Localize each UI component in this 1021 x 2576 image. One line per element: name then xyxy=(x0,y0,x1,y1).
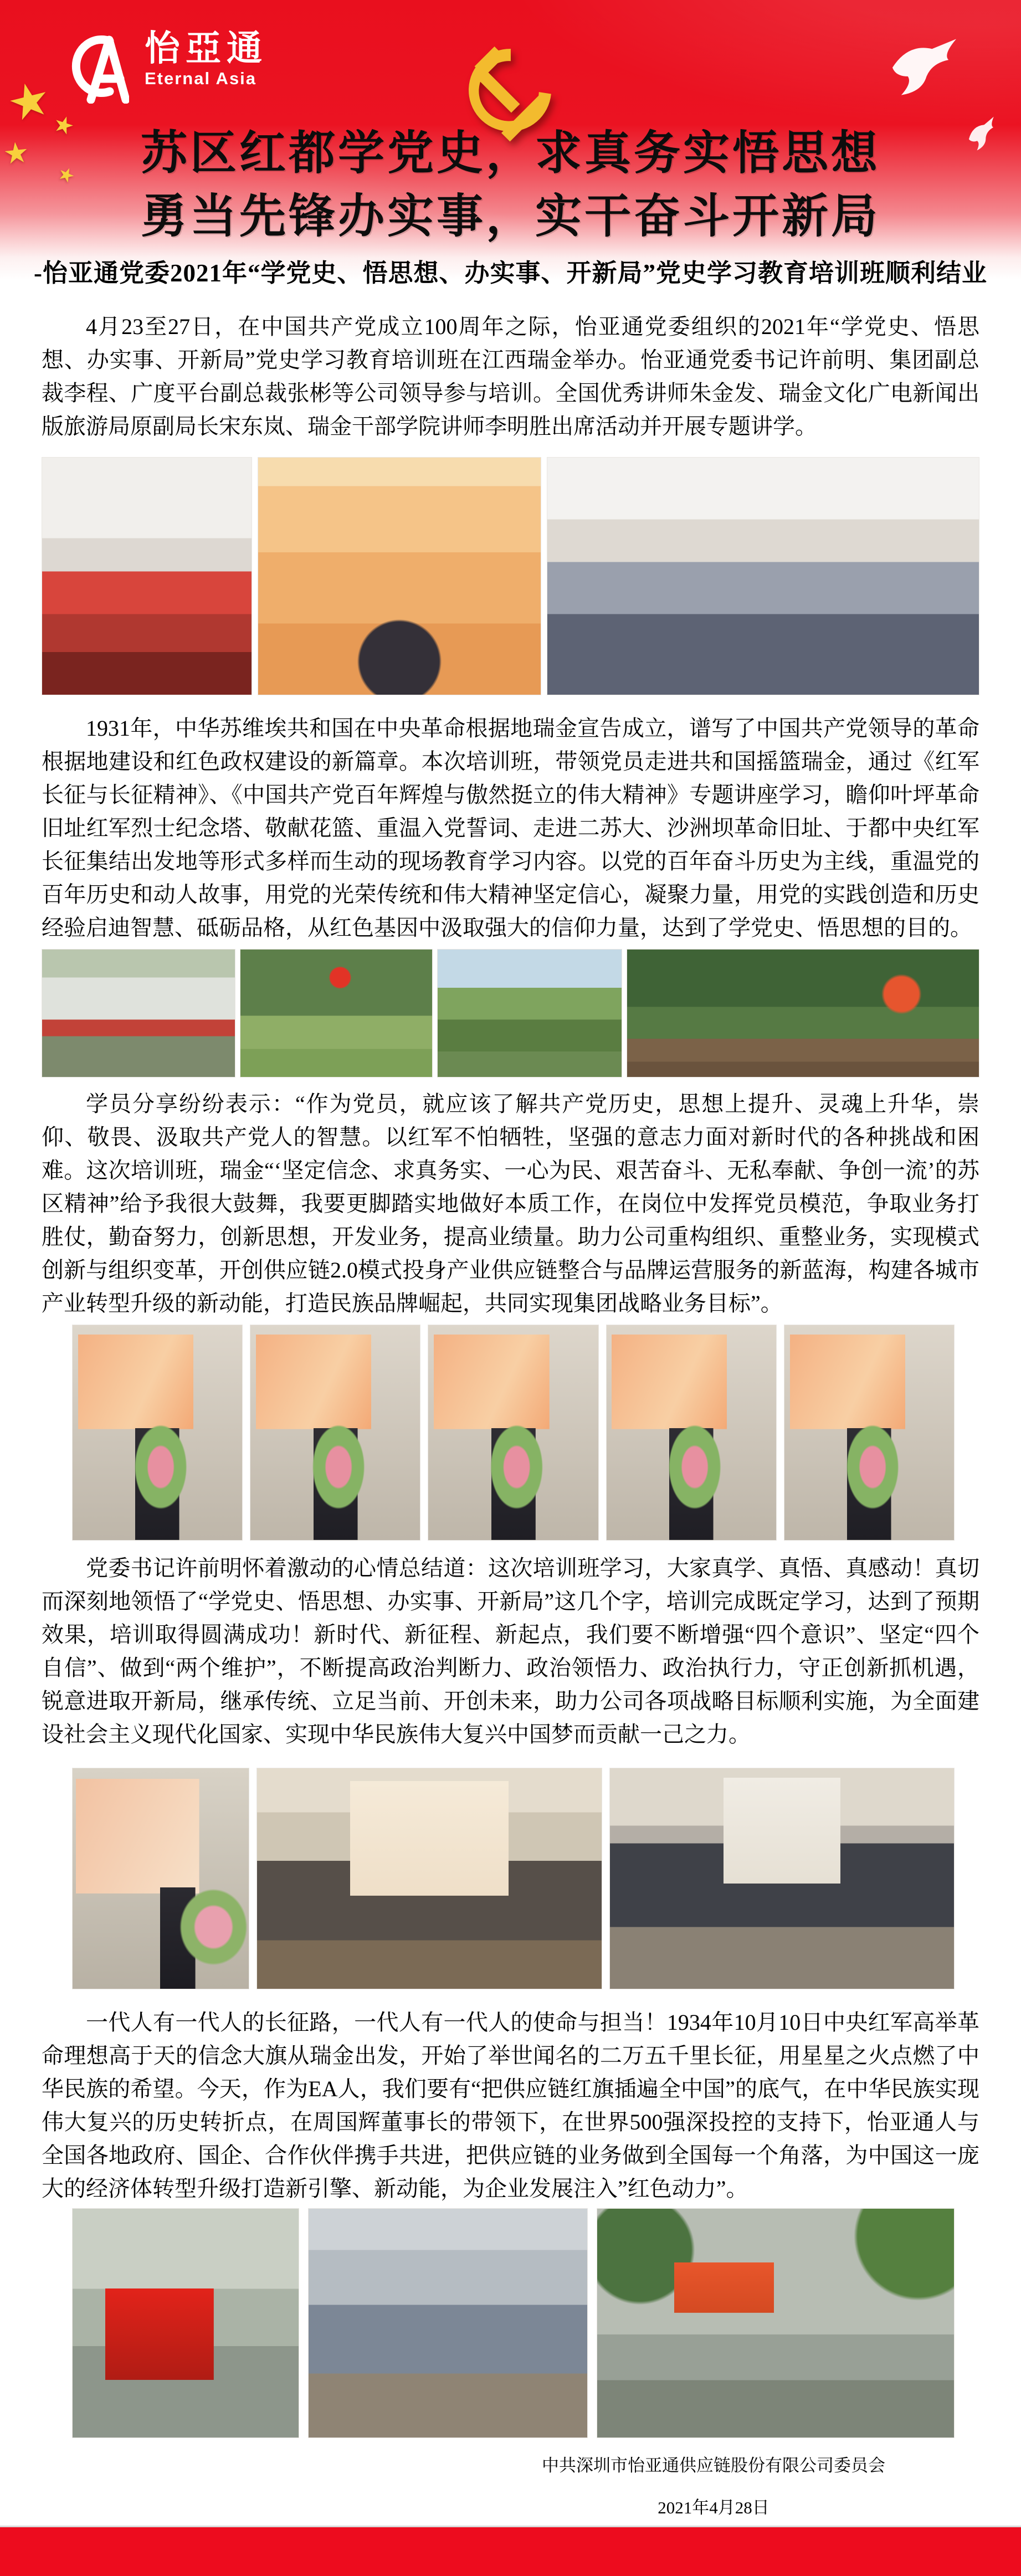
photo-ceremony-speech-2 xyxy=(250,1325,420,1541)
gold-star-icon: ★ xyxy=(2,136,31,171)
paragraph-5: 一代人有一代人的长征路，一代人有一代人的使命与担当！1934年10月10日中央红军高举革命理想高于天的信念大旗从瑞金出发，开始了举世闻名的二万五千里长征，用星星之火点燃了中华民族的希望。今天，作为EA人，我们要有“把供应链红旗插遍全中国”的底气，在中华民族实现伟大复兴的历史转折点，在周国辉董事长的带领下，在世界500强深投控的支持下，怡亚通人与全国各地政府、国企、合作伙伴携手共进，把供应链的业务做到全国每一个角落，为中国这一庞大的经济体转型升级打造新引擎、新动能，为企业发展注入”红色动力”。 xyxy=(42,2010,979,2201)
photo-marching-flag xyxy=(240,949,433,1077)
photo-row-1 xyxy=(42,457,979,695)
paragraph-4: 党委书记许前明怀着激动的心情总结道：这次培训班学习，大家真学、真悟、真感动！真切而深刻地领悟了“学党史、悟思想、办实事、开新局”这几个字，培训完成既定学习，达到了预期效果，培训取得圆满成功！新时代、新征程、新起点，我们要不断增强“四个意识”、坚定“四个自信”、做到“两个维护”，不断提高政治判断力、政治领悟力、政治执行力，守正创新抓机遇，锐意进取开新局，继承传统、立足当前、开创未来，助力公司各项战略目标顺利实施，为全面建设社会主义现代化国家、实现中华民族伟大复兴中国梦而贡献一己之力。 xyxy=(42,1556,979,1747)
logo-name-en: Eternal Asia xyxy=(145,69,257,88)
paragraph-1: 4月23至27日，在中国共产党成立100周年之际，怡亚通党委组织的2021年“学党史、悟思想、办实事、开新局”党史学习教育培训班在江西瑞金举办。怡亚通党委书记许前明、集团副总裁李程、广度平台副总裁张彬等公司领导参与培训。全国优秀讲师朱金发、瑞金文化广电新闻出版旅游局原副局长宋东岚、瑞金干部学院讲师李明胜出席活动并开展专题讲学。 xyxy=(42,314,979,439)
article-body xyxy=(0,310,1021,2518)
photo-certificate-award xyxy=(256,1768,602,1989)
bottom-red-band xyxy=(0,2526,1021,2576)
photo-ceremony-speech-4 xyxy=(606,1325,777,1541)
page-subtitle: -怡亚通党委2021年“学党史、悟思想、办实事、开新局”党史学习教育培训班顺利结业 xyxy=(34,259,987,287)
photo-row-3 xyxy=(72,1325,955,1541)
photo-podium-speech xyxy=(72,1768,249,1989)
photo-row-4 xyxy=(72,1768,955,1989)
photo-field-salute xyxy=(437,949,622,1077)
photo-flag-ceremony xyxy=(42,457,252,695)
photo-row-2 xyxy=(42,949,979,1077)
photo-ceremony-speech-3 xyxy=(428,1325,598,1541)
logo-name-cn: 怡亞通 xyxy=(145,28,268,68)
photo-classroom-audience xyxy=(547,457,979,695)
paragraph-3: 学员分享纷纷表示：“作为党员，就应该了解共产党历史，思想上提升、灵魂上升华，崇仰、敬畏、汲取共产党人的智慧。以红军不怕牺牲，坚强的意志力面对新时代的各种挑战和困难。这次培训班，瑞金“‘坚定信念、求真务实、一心为民、艰苦奋斗、无私奉献、争创一流’的苏区精神”给予我很大鼓舞，我要更脚踏实地做好本质工作，在岗位中发挥党员模范，争取业务打胜仗，勤奋努力，创新思想，开发业务，提高业绩量。助力公司重构组织、重整业务，实现模式创新与组织变革，开创供应链2.0模式投身产业供应链整合与品牌运营服务的新蓝海，构建各城市产业转型升级的新动能，打造民族品牌崛起，共同实现集团战略业务目标”。 xyxy=(42,1091,979,1316)
photo-ceremony-speech-1 xyxy=(72,1325,243,1541)
committee-signature: 中共深圳市怡亚通供应链股份有限公司委员会 xyxy=(542,2456,885,2475)
photo-martyrs-monument xyxy=(42,949,235,1077)
photo-site-group xyxy=(597,2208,955,2438)
gold-star-icon: ★ xyxy=(49,110,78,141)
header-banner xyxy=(0,0,1021,294)
signature-block xyxy=(542,2455,885,2518)
photo-statue-group xyxy=(308,2208,588,2438)
photo-speaker-xuqianming xyxy=(258,457,541,695)
photo-party-flag-group xyxy=(72,2208,299,2438)
photo-group-indoor xyxy=(609,1768,955,1989)
page-title-line2: 勇当先锋办实事，实干奋斗开新局 xyxy=(140,191,880,243)
photo-uniform-group-trees xyxy=(627,949,979,1077)
page-title-line1: 苏区红都学党史，求真务实悟思想 xyxy=(140,128,880,179)
title-block xyxy=(0,0,1021,287)
publish-date: 2021年4月28日 xyxy=(658,2498,769,2517)
photo-ceremony-speech-5 xyxy=(784,1325,955,1541)
gold-star-icon: ★ xyxy=(54,162,78,188)
photo-row-5 xyxy=(72,2208,955,2438)
gold-star-icon: ★ xyxy=(2,70,57,132)
paragraph-2: 1931年，中华苏维埃共和国在中央革命根据地瑞金宣告成立，谱写了中国共产党领导的革命根据地建设和红色政权建设的新篇章。本次培训班，带领党员走进共和国摇篮瑞金，通过《红军长征与长征精神》、《中国共产党百年辉煌与傲然挺立的伟大精神》专题讲座学习，瞻仰叶坪革命旧址红军烈士纪念塔、敬献花篮、重温入党誓词、走进二苏大、沙洲坝革命旧址、于都中央红军长征集结出发地等形式多样而生动的现场教育学习内容。以党的百年奋斗历史为主线，重温党的百年历史和动人故事，用党的光荣传统和伟大精神坚定信心，凝聚力量，用党的实践创造和历史经验启迪智慧、砥砺品格，从红色基因中汲取强大的信仰力量，达到了学党史、悟思想的目的。 xyxy=(42,716,979,940)
